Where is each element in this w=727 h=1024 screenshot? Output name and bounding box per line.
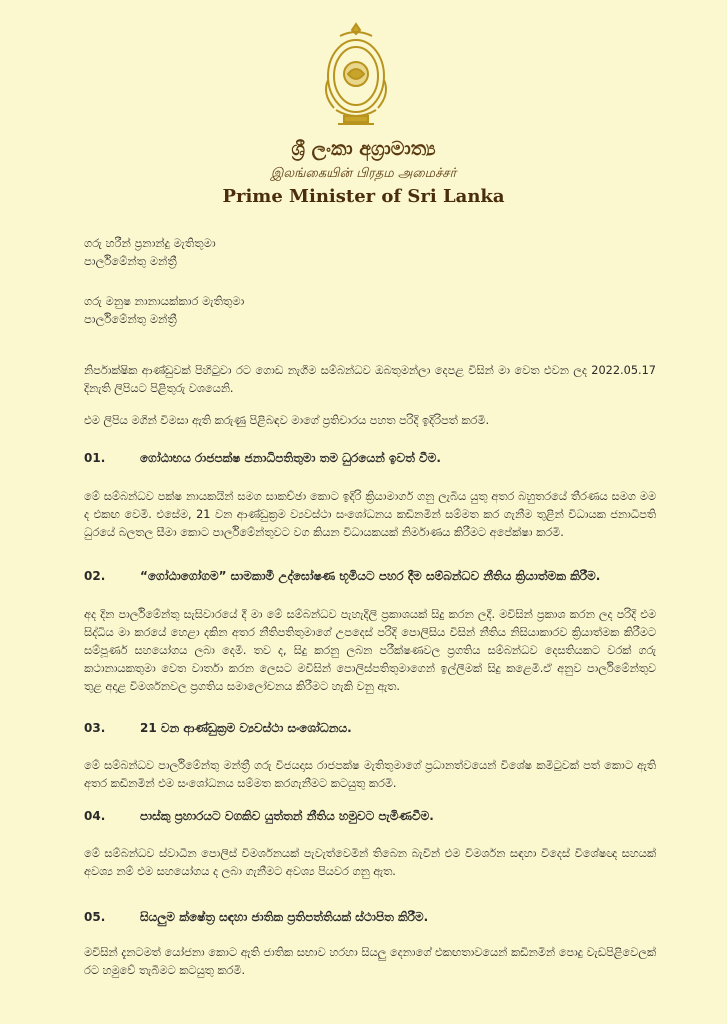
recipient-name: ගරු මනුෂ නානායක්කාර මැතිතුමා <box>84 294 245 308</box>
letterhead-title-tamil: இலங்கையின் பிரதம அமைச்சர் <box>270 166 457 181</box>
section-number: 02. <box>84 569 106 583</box>
recipient-role: පාර්ලිමේන්තු මන්ත්‍රී <box>84 254 177 268</box>
intro-paragraph: නිර්පාක්ෂික ආණ්ඩුවක් පිහිටුවා රට ගොඩ නැගීම සම්බන්ධව ඔබතුමන්ලා දෙපළ විසින් මා වෙත එවන ලද 2022.05.17 දිනැති ලිපියට පිළිතුරු වශයෙනි. <box>84 364 656 395</box>
section-body: අද දින පාර්ලිමේන්තු සැසිවාරයේ දී මා මේ සම්බන්ධව පැහැදිලි ප්‍රකාශයක් සිදු කරන ලදී. මවිසින් ප්‍රකාශ කරන ලද පරිදි එම සිද්ධිය මා කරයේ හෙළා දකින අතර නීතිපතිතුමාගේ උපදෙස් පරිදි පොලිසිය විසින් නීතිය නිසියාකාරව ක්‍රියාත්මක කිරීමට සම්පූර්ණ සහයෝගය ලබා දෙමි. තව ද, සිදු කරනු ලබන පරීක්ෂණවල ප්‍රගතිය සම්බන්ධව දෙසතියකට වරක් ගරු කථානායකතුමා වෙත වාර්තා කරන ලෙසට මවිසින් පොලිස්පතිතුමාගෙන් ඉල්ලීමක් සිදු කළෙමි.ඒ අනුව පාර්ලිමේන්තුව තුළ අදාළ විමර්ශනවල ප්‍රගතිය සමාලෝචනය කිරීමට හැකි වනු ඇත. <box>84 608 656 693</box>
section-body: මවිසින් දැනටමත් යෝජනා කොට ඇති ජාතික සභාව හරහා සියලු දෙනාගේ එකඟතාවයෙන් කඩිනමින් පොදු වැඩපිළිවෙලක් රට හමුවේ තැබීමට කටයුතු කරමි. <box>84 946 656 977</box>
recipient-block <box>84 234 216 270</box>
section-heading <box>84 569 600 584</box>
section-heading <box>84 809 434 824</box>
section-title: “ගෝඨාගෝගම” සාමකාමී උද්ඝෝෂණ භූමියට පහර දීම සම්බන්ධව නීතිය ක්‍රියාත්මක කිරීම. <box>140 569 601 583</box>
intro-paragraph-2: එම ලිපිය මගින් විමසා ඇති කරුණු පිළිබඳව මාගේ ප්‍රතිචාරය පහත පරිදි ඉදිරිපත් කරමි. <box>84 414 490 427</box>
sri-lanka-emblem-icon <box>318 20 394 128</box>
section-title: පාස්කු ප්‍රහාරයට වගකිව යුත්තන් නීතිය හමුවට පැමිණවීම. <box>140 809 434 823</box>
recipient-block <box>84 292 244 328</box>
section-heading <box>84 721 352 736</box>
section-number: 05. <box>84 910 106 924</box>
recipient-role: පාර්ලිමේන්තු මන්ත්‍රී <box>84 312 177 326</box>
section-body: මේ සම්බන්ධව පාර්ලිමේන්තු මන්ත්‍රී ගරු විජයදාස රාජපක්ෂ මැතිතුමාගේ ප්‍රධානත්වයෙන් විශේෂ කමිටුවක් පත් කොට ඇති අතර කඩිනමින් එම සංශෝධනය සම්මත කරගැනීමට කටයුතු කරමි. <box>84 759 656 790</box>
section-heading <box>84 451 441 466</box>
section-title: සියලුම ක්ෂේත්‍ර සඳහා ජාතික ප්‍රතිපත්තියක් ස්ථාපිත කිරීම. <box>140 910 429 924</box>
recipient-name: ගරු හරීන් ප්‍රනාන්දු මැතිතුමා <box>84 236 216 250</box>
letterhead-title-english: Prime Minister of Sri Lanka <box>222 186 505 207</box>
letterhead-title-sinhala: ශ්‍රී ලංකා අග්‍රාමාත්‍ය <box>291 138 436 160</box>
section-number: 04. <box>84 809 106 823</box>
section-body: මේ සම්බන්ධව ස්වාධීන පොලිස් විමර්ශනයක් පැවැත්වෙමින් තිබෙන බැවින් එම විමර්ශන සඳහා විදෙස් විශේෂඥ සහයක් අවශ්‍ය නම් එම සහයෝගය ද ලබා ගැනීමට අවශ්‍ය පියවර ගනු ඇත. <box>84 847 656 878</box>
section-body: මේ සම්බන්ධව පක්ෂ නායකයින් සමග සාකච්ඡා කොට ඉදිරි ක්‍රියාමාර්ග ගනු ලැබිය යුතු අතර බහුතරයේ තීරණය සමග මම ද එකඟ වෙමි. එසේම, 21 වන ආණ්ඩුක්‍රම ව්‍යවස්ථා සංශෝධනය කඩිනමින් සම්මත කර ගැනීම තුළින් විධායක ජනාධිපති ධුරයේ බලතල සීමා කොට පාර්ලිමේන්තුවට වග කියන විධායකයක් නිර්මාණය කිරීමට අපේක්ෂා කරමි. <box>84 490 656 539</box>
section-title: 21 වන ආණ්ඩුක්‍රම ව්‍යවස්ථා සංශෝධනය. <box>140 721 352 735</box>
section-heading <box>84 910 428 925</box>
section-title: ගෝඨාභය රාජපක්ෂ ජනාධිපතිතුමා තම ධුරයෙන් ඉවත් වීම. <box>140 451 441 465</box>
section-number: 03. <box>84 721 106 735</box>
section-number: 01. <box>84 451 106 465</box>
